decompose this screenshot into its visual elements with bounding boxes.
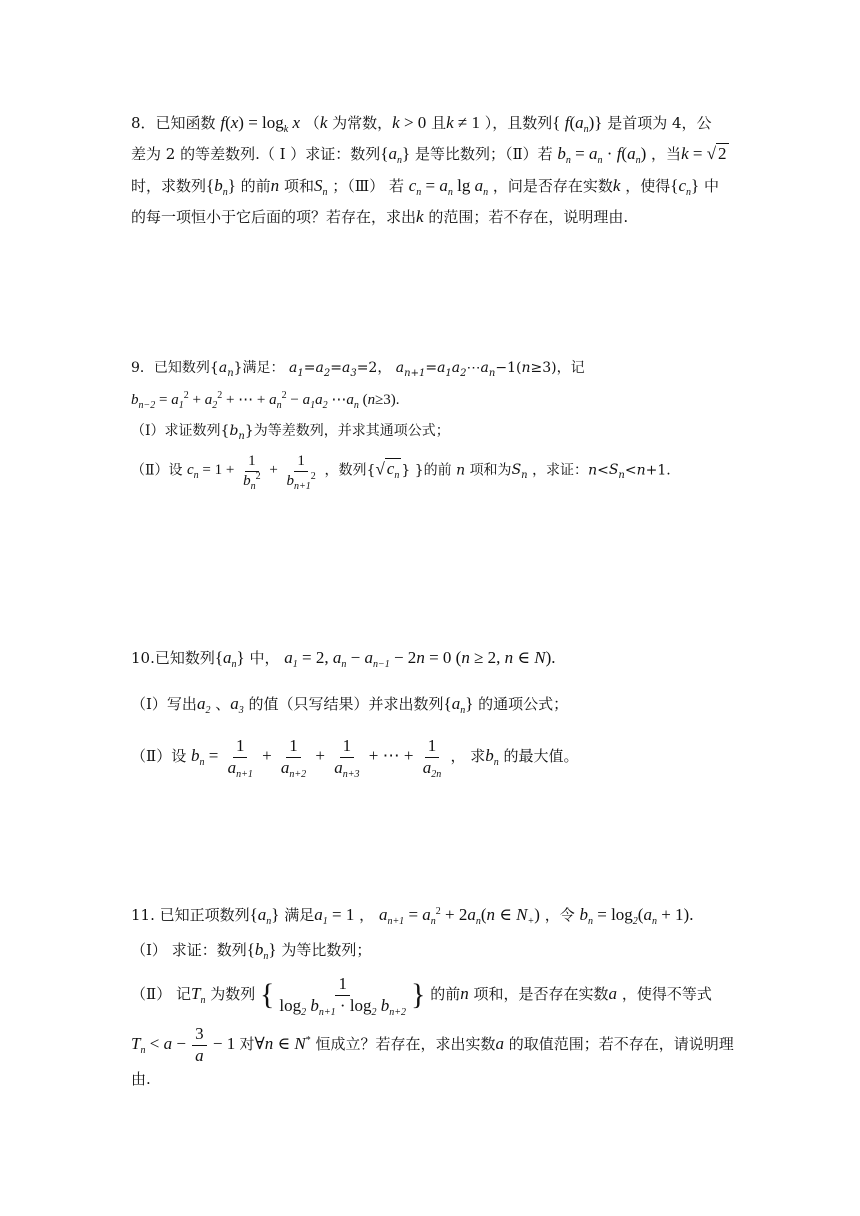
problem-8-line-1: 8．已知函数 $f(x) = \log_k x$ （k 为常数，k > 0 且k ≠ 1 ），且数列{ $f(a_n)$} 是首项为 4，公: [131, 113, 712, 135]
problem-10-line-3: （Ⅱ）设 $b_n$ = $\frac{1}{a_{n+1}}$ + $\frac{1}{a_{n+2}}$ + $\frac{1}{a_{n+3}}$ + ⋯ + $\frac{1}{a_{2n}}$ ， 求$b_n$ 的最大值。: [131, 736, 579, 780]
problem-11-line-1: 11. 已知正项数列$\{a_n\}$ 满足$a_1 = 1$ ， $a_{n+1} = a_n^2 + 2a_n(n$ ∈ $N_+$) ，令 $b_n = \log_2(a_n + 1)$.: [131, 905, 694, 927]
problem-11-line-3: （Ⅱ） 记$T_n$ 为数列 { $\frac{1}{\log_2 b_{n+1} \cdot \log_2 b_{n+2}}$ } 的前n 项和，是否存在实数a ，使得不等式: [131, 974, 712, 1018]
problem-8-line-2: 差为 2 的等差数列.（ Ⅰ ）求证：数列$\{a_n\}$ 是等比数列；（Ⅱ）若 $b_n = a_n \cdot f(a_n)$ ，当k = √ 2: [131, 144, 727, 166]
problem-11-line-5: 由.: [131, 1070, 151, 1088]
problem-10-line-2: （Ⅰ）写出$a_2$ 、$a_3$ 的值（只写结果）并求出数列$\{a_n\}$ 的通项公式；: [131, 694, 569, 716]
problem-9-line-2: $b_{n-2} = a_1^2 + a_2^2$ + ⋯ + $a_n^2 - a_1a_2$ $\cdots a_n$ (n≥3).: [131, 390, 400, 411]
problem-9-line-3: （Ⅰ）求证数列$\{b_n\}$为等差数列，并求其通项公式；: [131, 423, 450, 442]
problem-11-line-2: （Ⅰ） 求证：数列$\{b_n\}$ 为等比数列；: [131, 940, 372, 962]
problem-8-line-3: 时，求数列$\{b_n\}$ 的前n 项和$S_n$ ；（Ⅲ） 若 $c_n = a_n$ $\lg a_n$ ，问是否存在实数k ，使得$\{c_n\}$ 中: [131, 176, 719, 198]
problem-11-line-4: $T_n < a$ − $\frac{3}{a}$ − 1 对∀n ∈ N* 恒成立？若存在，求出实数a 的取值范围；若不存在，请说明理: [131, 1024, 734, 1065]
problem-10-line-1: 10.已知数列$\{a_n\}$ 中， $a_1 = 2$, $a_n - a_{n-1} - 2n = 0$ (n ≥ 2, n ∈ N).: [131, 648, 556, 670]
problem-8-line-4: 的每一项恒小于它后面的项？若存在，求出k 的范围；若不存在，说明理由.: [131, 207, 629, 226]
problem-9-line-4: （Ⅱ）设 $c_n = 1$ + $\frac{1}{b_n^2}$ + $\frac{1}{b_{n+1}^2}$ ，数列{√ $c_n$ } }的前 n 项和为$S_n$ ，求证：$n<S_n<n+1$.: [131, 453, 671, 492]
problem-9-line-1: 9．已知数列$\{a_n\}$满足： $a_1=a_2=a_3=2$， $a_{n+1}=a_1a_2\cdots a_n-1(n\ge 3)$，记: [131, 360, 585, 379]
